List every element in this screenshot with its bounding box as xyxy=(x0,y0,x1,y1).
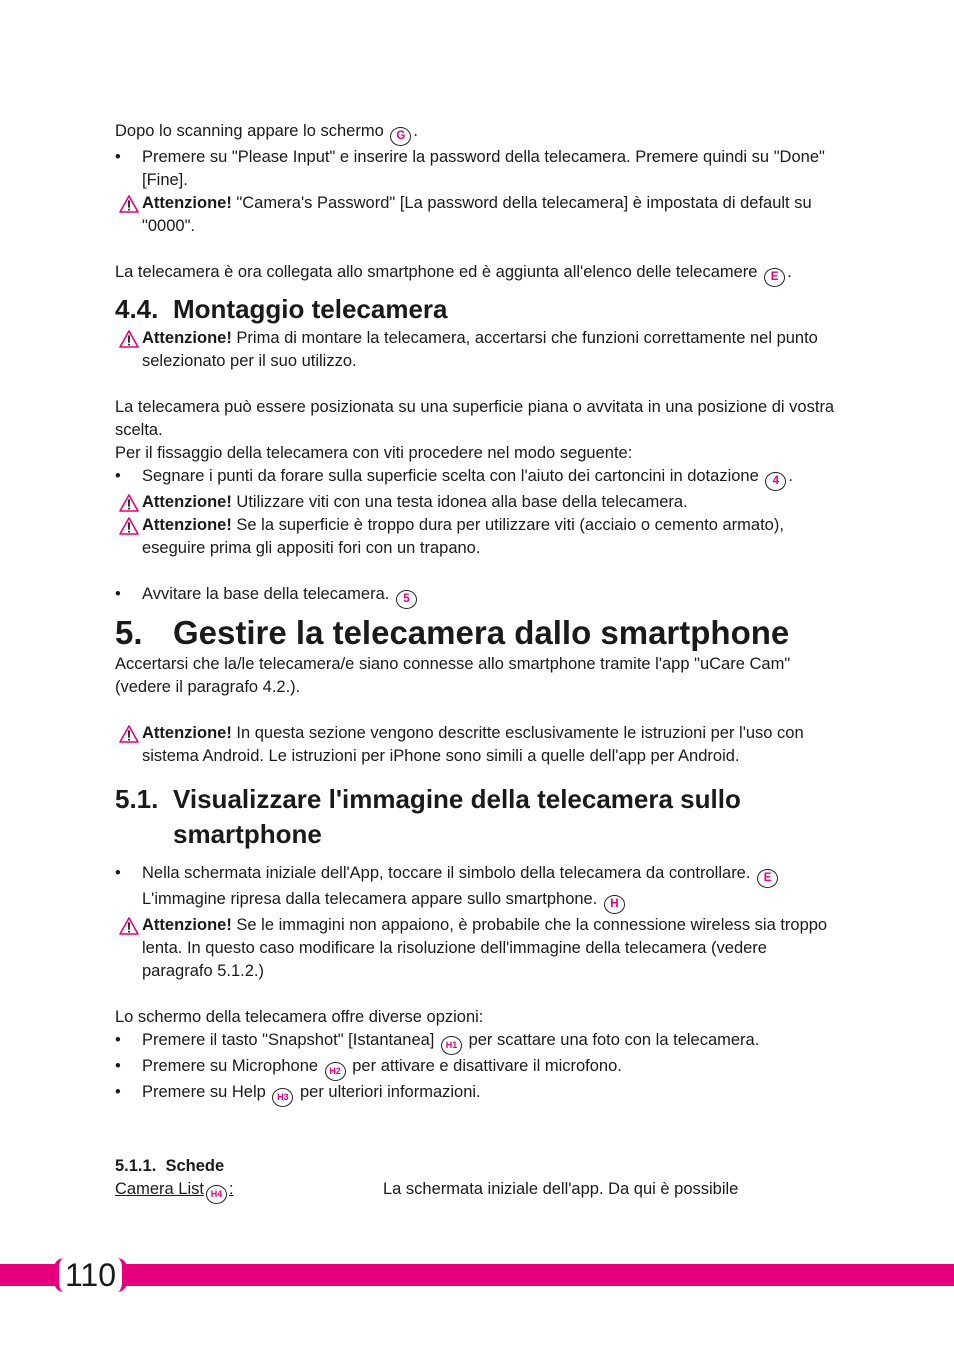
warning-icon xyxy=(119,195,139,213)
marker-4: 4 xyxy=(765,472,786,491)
paragraph-fixing: Per il fissaggio della telecamera con viti procedere nel modo seguente: xyxy=(115,444,633,462)
section-5-1-1-heading: 5.1.1. Schede xyxy=(115,1157,225,1175)
warning-before-mount: Attenzione! Prima di montare la telecamera, accertarsi che funzioni correttamente nel punto selezionato per il suo utilizzo. xyxy=(115,327,835,373)
paragraph-options: Lo schermo della telecamera offre diverse opzioni: xyxy=(115,1008,484,1026)
marker-5: 5 xyxy=(396,590,417,609)
paragraph-position: La telecamera può essere posizionata su una superficie piana o avvitata in una posizione di vostra scelta. xyxy=(115,398,835,439)
marker-h1: H1 xyxy=(441,1036,462,1055)
bullet-microphone: • Premere su Microphone H2 per attivare e disattivare il microfono. xyxy=(115,1055,835,1081)
bullet-home-screen: • Nella schermata iniziale dell'App, toccare il simbolo della telecamera da controllare. E L'immagine ripresa dalla telecamera appare sullo smartphone. H xyxy=(115,862,835,914)
marker-e: E xyxy=(764,268,785,287)
bullet-snapshot: • Premere il tasto "Snapshot" [Istantanea] H1 per scattare una foto con la telecamera. xyxy=(115,1029,835,1055)
marker-h2: H2 xyxy=(325,1062,346,1081)
bullet-screw-base: • Avvitare la base della telecamera. 5 xyxy=(115,583,835,609)
term-camera-list: Camera List H4 : xyxy=(115,1178,383,1204)
section-5-1-heading: 5.1. Visualizzare l'immagine della telecamera sullo smartphone xyxy=(115,784,741,849)
warning-android-only: Attenzione! In questa sezione vengono descritte esclusivamente le istruzioni per l'uso con sistema Android. Le istruzioni per iPhone sono simili a quelle dell'app per Android. xyxy=(115,722,835,768)
warning-icon xyxy=(119,725,139,743)
warning-icon xyxy=(119,494,139,512)
marker-e: E xyxy=(757,869,778,888)
definition-row-camera-list xyxy=(115,1178,835,1204)
bullet-please-input: • Premere su "Please Input" e inserire la password della telecamera. Premere quindi su "Done" [Fine]. xyxy=(115,146,835,192)
warning-camera-password: Attenzione! "Camera's Password" [La password della telecamera] è impostata di default su "0000". xyxy=(115,192,835,238)
bullet-help: • Premere su Help H3 per ulteriori informazioni. xyxy=(115,1081,835,1107)
bullet-mark-points: • Segnare i punti da forare sulla superficie scelta con l'aiuto dei cartoncini in dotazione 4 . xyxy=(115,465,835,491)
page-number: 110 xyxy=(65,1257,117,1293)
definition-camera-list: La schermata iniziale dell'app. Da qui è possibile xyxy=(383,1180,739,1198)
warning-icon xyxy=(119,330,139,348)
warning-screws: Attenzione! Utilizzare viti con una testa idonea alla base della telecamera. xyxy=(115,491,835,514)
paragraph-ensure-connected: Accertarsi che la/le telecamera/e siano connesse allo smartphone tramite l'app "uCare Cam" (vedere il paragrafo 4.2.). xyxy=(115,655,791,696)
marker-h3: H3 xyxy=(272,1088,293,1107)
page-content xyxy=(115,120,835,1204)
warning-wireless-slow: Attenzione! Se le immagini non appaiono, è probabile che la connessione wireless sia troppo lenta. In questo caso modificare la risoluzione dell'immagine della telecamera (vedere paragrafo 5.1.2.) xyxy=(115,914,835,983)
section-4-4-heading: 4.4. Montaggio telecamera xyxy=(115,294,448,324)
warning-icon xyxy=(119,917,139,935)
marker-h: H xyxy=(604,895,625,914)
marker-h4: H4 xyxy=(206,1185,227,1204)
paragraph-scan: Dopo lo scanning appare lo schermo G . xyxy=(115,120,835,146)
section-5-heading: 5. Gestire la telecamera dallo smartphone xyxy=(115,614,790,651)
page-number-box xyxy=(54,1258,127,1292)
warning-icon xyxy=(119,517,139,535)
footer-accent-bar xyxy=(0,1264,954,1286)
paragraph-connected: La telecamera è ora collegata allo smartphone ed è aggiunta all'elenco delle telecamere E . xyxy=(115,261,835,287)
marker-g: G xyxy=(390,127,411,146)
warning-hard-surface: Attenzione! Se la superficie è troppo dura per utilizzare viti (acciaio o cemento armato), eseguire prima gli appositi fori con un trapano. xyxy=(115,514,835,560)
